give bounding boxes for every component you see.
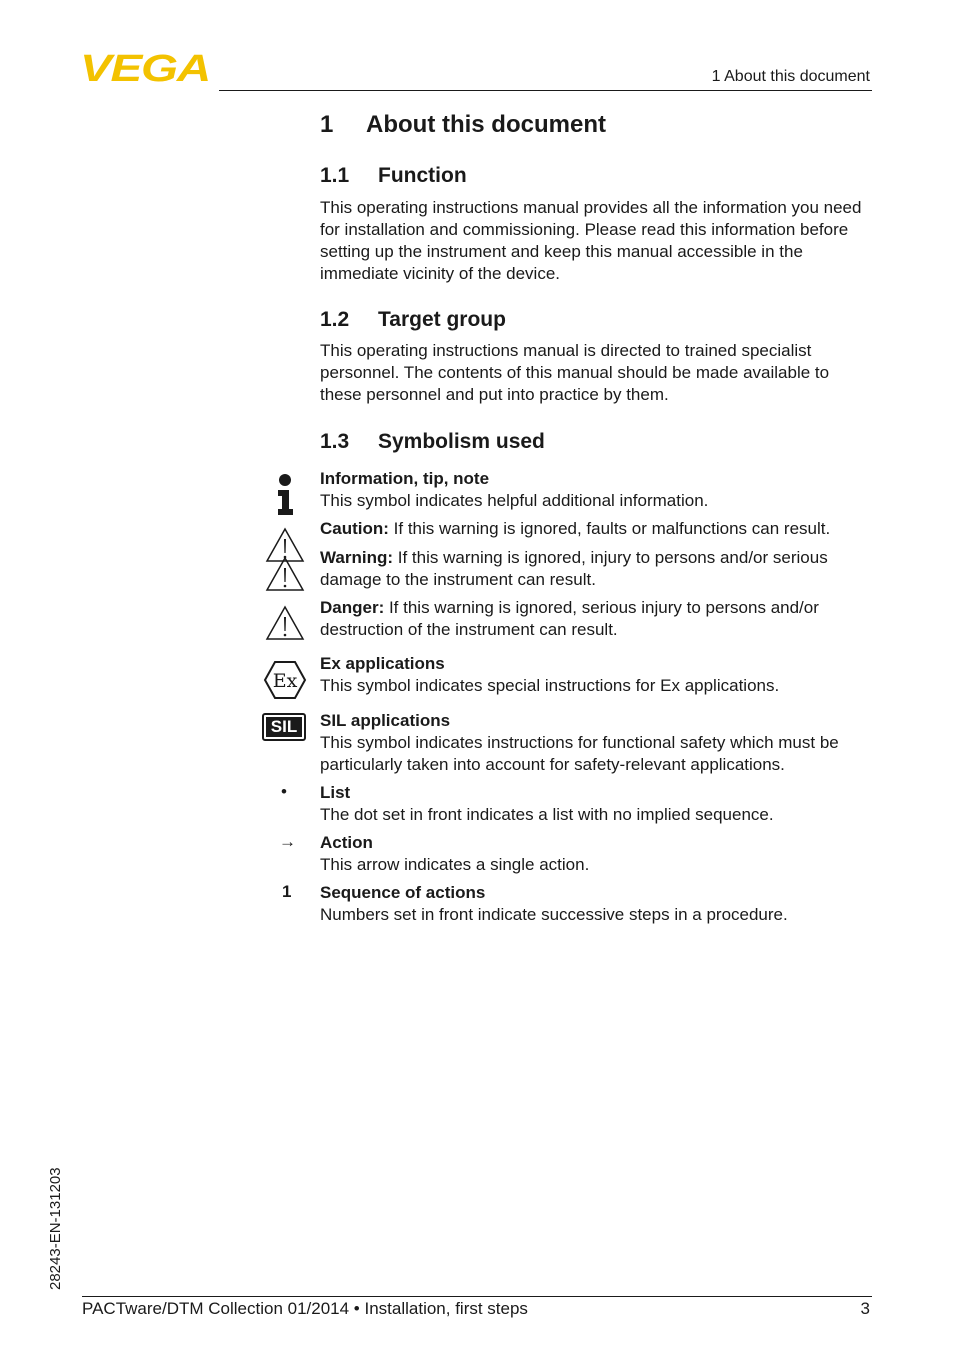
document-code: 28243-EN-131203 — [47, 1167, 64, 1290]
caution-line — [320, 518, 872, 540]
sil-icon — [262, 713, 306, 741]
caution-label: Caution: — [320, 519, 389, 538]
page-number: 3 — [860, 1299, 870, 1318]
warning-line — [320, 547, 872, 591]
action-arrow-icon: → — [279, 832, 296, 851]
logo-text: VEGA — [80, 50, 210, 84]
sil-icon-text: SIL — [266, 717, 302, 737]
svg-text:Ex: Ex — [272, 670, 298, 692]
section-text-function: This operating instructions manual provides all the information you need for installation and commissioning. Please read this information before setting up the instrument and keep this manual accessible in the immediate vicinity of the device. — [320, 198, 862, 283]
info-text: This symbol indicates helpful additional information. — [320, 491, 709, 510]
section-title: Function — [378, 164, 467, 187]
vega-logo — [80, 50, 212, 84]
danger-line — [320, 597, 872, 641]
section-title: Target group — [378, 308, 506, 331]
sil-title: SIL applications — [320, 711, 451, 730]
section-heading-function — [320, 164, 467, 188]
danger-label: Danger: — [320, 598, 385, 617]
warning-label: Warning: — [320, 548, 394, 567]
section-number: 1.1 — [320, 164, 350, 187]
info-title: Information, tip, note — [320, 469, 490, 488]
caution-text: If this warning is ignored, faults or malfunctions can result. — [388, 519, 831, 538]
list-bullet-icon: • — [281, 782, 287, 801]
sequence-number: 1 — [282, 882, 292, 901]
chapter-number: 1 — [320, 111, 334, 138]
warning-icon — [265, 556, 305, 592]
section-heading-symbolism — [320, 430, 545, 454]
section-title: Symbolism used — [378, 430, 545, 453]
warning-text: If this warning is ignored, injury to persons and/or serious damage to the instrument can result. — [320, 548, 828, 589]
list-title: List — [320, 783, 351, 802]
ex-title: Ex applications — [320, 654, 445, 673]
action-text: This arrow indicates a single action. — [320, 855, 590, 874]
section-text-target-group: This operating instructions manual is directed to trained specialist personnel. The contents of this manual should be made available to these personnel and put into practice by them. — [320, 341, 830, 404]
sil-text: This symbol indicates instructions for functional safety which must be particularly taken into account for safety-relevant applications. — [320, 733, 839, 774]
section-number: 1.3 — [320, 430, 350, 453]
sequence-text: Numbers set in front indicate successive steps in a procedure. — [320, 905, 788, 924]
section-heading-target-group — [320, 308, 506, 332]
running-title: 1 About this document — [711, 68, 870, 85]
header-rule — [219, 90, 872, 91]
chapter-heading — [320, 111, 606, 139]
chapter-title: About this document — [366, 111, 606, 138]
info-icon — [274, 474, 296, 516]
danger-text: If this warning is ignored, serious injury to persons and/or destruction of the instrument can result. — [320, 598, 819, 639]
footer-title: PACTware/DTM Collection 01/2014 • Installation, first steps — [82, 1299, 528, 1318]
section-number: 1.2 — [320, 308, 350, 331]
danger-icon — [265, 605, 305, 641]
list-text: The dot set in front indicates a list with no implied sequence. — [320, 805, 774, 824]
action-title: Action — [320, 833, 373, 852]
ex-icon — [263, 660, 307, 700]
footer-rule — [82, 1296, 872, 1297]
ex-text: This symbol indicates special instructions for Ex applications. — [320, 676, 780, 695]
sequence-title: Sequence of actions — [320, 883, 486, 902]
